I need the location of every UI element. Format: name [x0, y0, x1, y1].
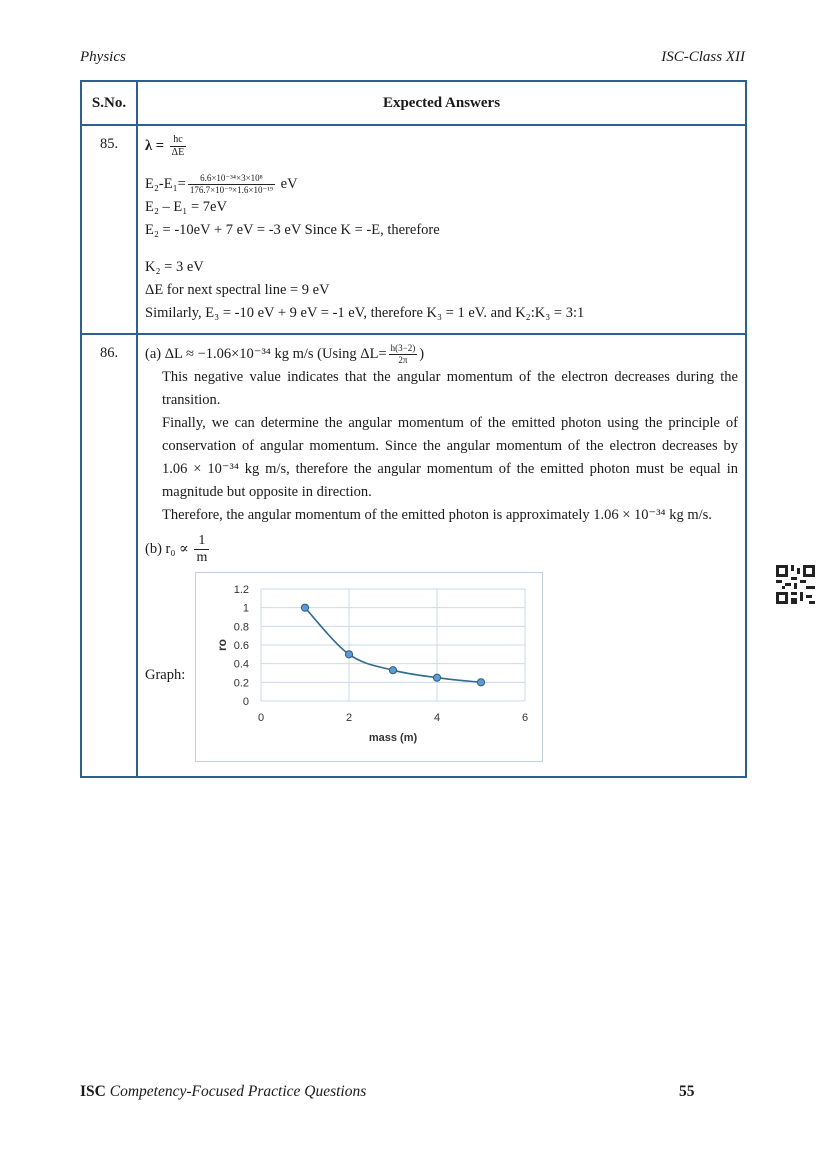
lambda-lhs: λ =	[145, 137, 165, 154]
paragraph-3: Therefore, the angular momentum of the emitted photon is approximately 1.06 × 10⁻³⁴ kg m/s.	[162, 507, 712, 524]
footer-subtitle: Competency-Focused Practice Questions	[109, 1083, 367, 1100]
question-number: 86.	[81, 334, 137, 777]
data-point	[301, 604, 308, 611]
energy-den: 176.7×10⁻⁹×1.6×10⁻¹⁹	[189, 185, 274, 196]
paragraph-1: This negative value indicates that the angular momentum of the electron decreases during the transition.	[162, 369, 738, 409]
data-point	[345, 651, 352, 658]
col-sno: S.No.	[81, 81, 137, 125]
part-a-close: )	[419, 346, 425, 363]
footer-brand: ISC	[80, 1083, 106, 1100]
table-row-85	[81, 125, 746, 334]
line-e2: E₂ = -10eV + 7 eV = -3 eV Since K = -E, therefore	[145, 222, 440, 239]
line-similarly: Similarly, E₃ = -10 eV + 9 eV = -1 eV, therefore K₃ = 1 eV. and K₂:K₃ = 3:1	[145, 305, 585, 322]
y-tick-label: 0.2	[233, 677, 249, 690]
part-b-formula	[145, 533, 738, 566]
line-k2: K₂ = 3 eV	[145, 259, 204, 276]
line-delta-e: ΔE for next spectral line = 9 eV	[145, 282, 330, 299]
lambda-den: ΔE	[171, 147, 185, 158]
question-number: 85.	[81, 125, 137, 334]
part-a-den: 2π	[398, 355, 408, 366]
x-tick-label: 4	[433, 712, 441, 725]
energy-formula	[145, 173, 738, 196]
part-b-num: 1	[194, 533, 209, 550]
page-number: 55	[679, 1083, 695, 1100]
data-point	[433, 674, 440, 681]
y-tick-label: 0.6	[233, 640, 249, 653]
energy-fraction	[188, 173, 275, 196]
answer-86	[137, 334, 746, 777]
chart-frame	[195, 572, 543, 762]
y-axis-title: ro	[215, 639, 229, 652]
x-tick-label: 6	[521, 712, 529, 725]
lambda-fraction	[170, 134, 187, 159]
lambda-formula	[145, 134, 738, 159]
y-tick-label: 0.8	[233, 621, 249, 634]
y-tick-label: 1.2	[233, 584, 249, 597]
part-b-den: m	[196, 550, 208, 566]
footer-title	[80, 1083, 366, 1101]
answer-85	[137, 125, 746, 334]
lambda-num: hc	[170, 134, 187, 147]
energy-num: 6.6×10⁻³⁴×3×10⁸	[188, 173, 275, 185]
col-answers: Expected Answers	[137, 81, 746, 125]
part-a-num: h(3−2)	[390, 343, 416, 354]
line-diff: E₂ – E₁ = 7eV	[145, 199, 227, 216]
part-a-text: (a) ΔL ≈ −1.06×10⁻³⁴ kg m/s (Using ΔL=	[145, 346, 387, 363]
table-row-86	[81, 334, 746, 777]
table-header-row	[81, 81, 746, 125]
x-tick-label: 2	[345, 712, 353, 725]
graph-label: Graph:	[145, 667, 186, 684]
graph-row	[145, 572, 738, 768]
y-tick-label: 1	[242, 603, 249, 616]
part-b-text: (b) r₀ ∝	[145, 541, 189, 558]
x-axis-title: mass (m)	[368, 732, 418, 745]
header-subject: Physics	[80, 49, 126, 65]
answers-table	[80, 80, 747, 778]
part-b-fraction	[194, 533, 209, 566]
energy-lhs: E₂-E₁=	[145, 176, 186, 192]
data-point	[477, 679, 484, 686]
y-tick-label: 0	[242, 696, 249, 709]
radius-vs-mass-chart	[196, 573, 542, 761]
paragraph-2: Finally, we can determine the angular momentum of the emitted photon using the principle of conservation of angular momentum. Since the angular momentum of the electron decreases by 1.06 × 10⁻³⁴ kg m/s, therefore the angular momentum of the emitted photon must be equal in magnitude but opposite in direction.	[162, 415, 738, 501]
x-tick-label: 0	[257, 712, 265, 725]
data-point	[389, 667, 396, 674]
y-tick-label: 0.4	[233, 659, 249, 672]
part-a-formula	[145, 343, 738, 366]
part-a-fraction	[389, 343, 418, 366]
qr-code-icon[interactable]	[776, 565, 815, 604]
header-class: ISC-Class XII	[661, 49, 745, 65]
energy-unit: eV	[280, 176, 298, 192]
